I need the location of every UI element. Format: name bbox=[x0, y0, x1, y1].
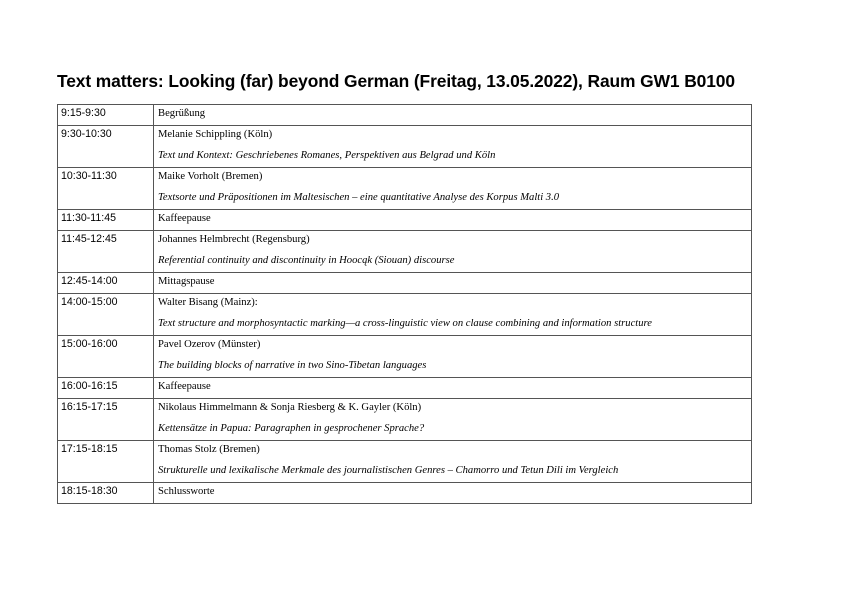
content-cell bbox=[154, 105, 752, 126]
table-row bbox=[58, 168, 752, 210]
time-cell: 15:00-16:00 bbox=[58, 336, 154, 378]
table-row bbox=[58, 483, 752, 504]
content-cell bbox=[154, 231, 752, 273]
content-cell bbox=[154, 399, 752, 441]
talk-title: Referential continuity and discontinuity in Hoocąk (Siouan) discourse bbox=[158, 255, 455, 266]
speaker-name: Pavel Ozerov (Münster) bbox=[158, 339, 261, 350]
content-cell bbox=[154, 126, 752, 168]
content-cell bbox=[154, 378, 752, 399]
time-cell: 11:45-12:45 bbox=[58, 231, 154, 273]
table-row bbox=[58, 336, 752, 378]
time-cell: 18:15-18:30 bbox=[58, 483, 154, 504]
speaker-name: Nikolaus Himmelmann & Sonja Riesberg & K. Gayler (Köln) bbox=[158, 402, 422, 413]
time-cell: 10:30-11:30 bbox=[58, 168, 154, 210]
table-row bbox=[58, 231, 752, 273]
session-label: Begrüßung bbox=[158, 108, 206, 119]
speaker-name: Walter Bisang (Mainz): bbox=[158, 297, 258, 308]
time-cell: 12:45-14:00 bbox=[58, 273, 154, 294]
session-label: Schlussworte bbox=[158, 486, 215, 497]
speaker-name: Maike Vorholt (Bremen) bbox=[158, 171, 263, 182]
speaker-name: Thomas Stolz (Bremen) bbox=[158, 444, 260, 455]
content-cell bbox=[154, 273, 752, 294]
table-row bbox=[58, 378, 752, 399]
schedule-table bbox=[57, 104, 752, 504]
table-row bbox=[58, 441, 752, 483]
time-cell: 9:15-9:30 bbox=[58, 105, 154, 126]
content-cell bbox=[154, 483, 752, 504]
session-label: Kaffeepause bbox=[158, 213, 211, 224]
talk-title: Strukturelle und lexikalische Merkmale des journalistischen Genres – Chamorro und Tetun Dili im Vergleich bbox=[158, 465, 619, 476]
content-cell bbox=[154, 168, 752, 210]
session-label: Kaffeepause bbox=[158, 381, 211, 392]
content-cell bbox=[154, 210, 752, 231]
speaker-name: Johannes Helmbrecht (Regensburg) bbox=[158, 234, 310, 245]
table-row bbox=[58, 210, 752, 231]
table-row bbox=[58, 105, 752, 126]
talk-title: Textsorte und Präpositionen im Maltesischen – eine quantitative Analyse des Korpus Malti 3.0 bbox=[158, 192, 560, 203]
table-row bbox=[58, 294, 752, 336]
talk-title: Text structure and morphosyntactic marking—a cross-linguistic view on clause combining and information structure bbox=[158, 318, 652, 329]
session-label: Mittagspause bbox=[158, 276, 215, 287]
content-cell bbox=[154, 294, 752, 336]
time-cell: 14:00-15:00 bbox=[58, 294, 154, 336]
content-cell bbox=[154, 441, 752, 483]
table-row bbox=[58, 273, 752, 294]
talk-title: The building blocks of narrative in two Sino-Tibetan languages bbox=[158, 360, 427, 371]
page-title: Text matters: Looking (far) beyond German (Freitag, 13.05.2022), Raum GW1 B0100 bbox=[57, 71, 735, 91]
time-cell: 11:30-11:45 bbox=[58, 210, 154, 231]
talk-title: Text und Kontext: Geschriebenes Romanes, Perspektiven aus Belgrad und Köln bbox=[158, 150, 496, 161]
time-cell: 17:15-18:15 bbox=[58, 441, 154, 483]
time-cell: 9:30-10:30 bbox=[58, 126, 154, 168]
speaker-name: Melanie Schippling (Köln) bbox=[158, 129, 273, 140]
time-cell: 16:00-16:15 bbox=[58, 378, 154, 399]
talk-title: Kettensätze in Papua: Paragraphen in gesprochener Sprache? bbox=[158, 423, 425, 434]
content-cell bbox=[154, 336, 752, 378]
table-row bbox=[58, 399, 752, 441]
table-row bbox=[58, 126, 752, 168]
time-cell: 16:15-17:15 bbox=[58, 399, 154, 441]
